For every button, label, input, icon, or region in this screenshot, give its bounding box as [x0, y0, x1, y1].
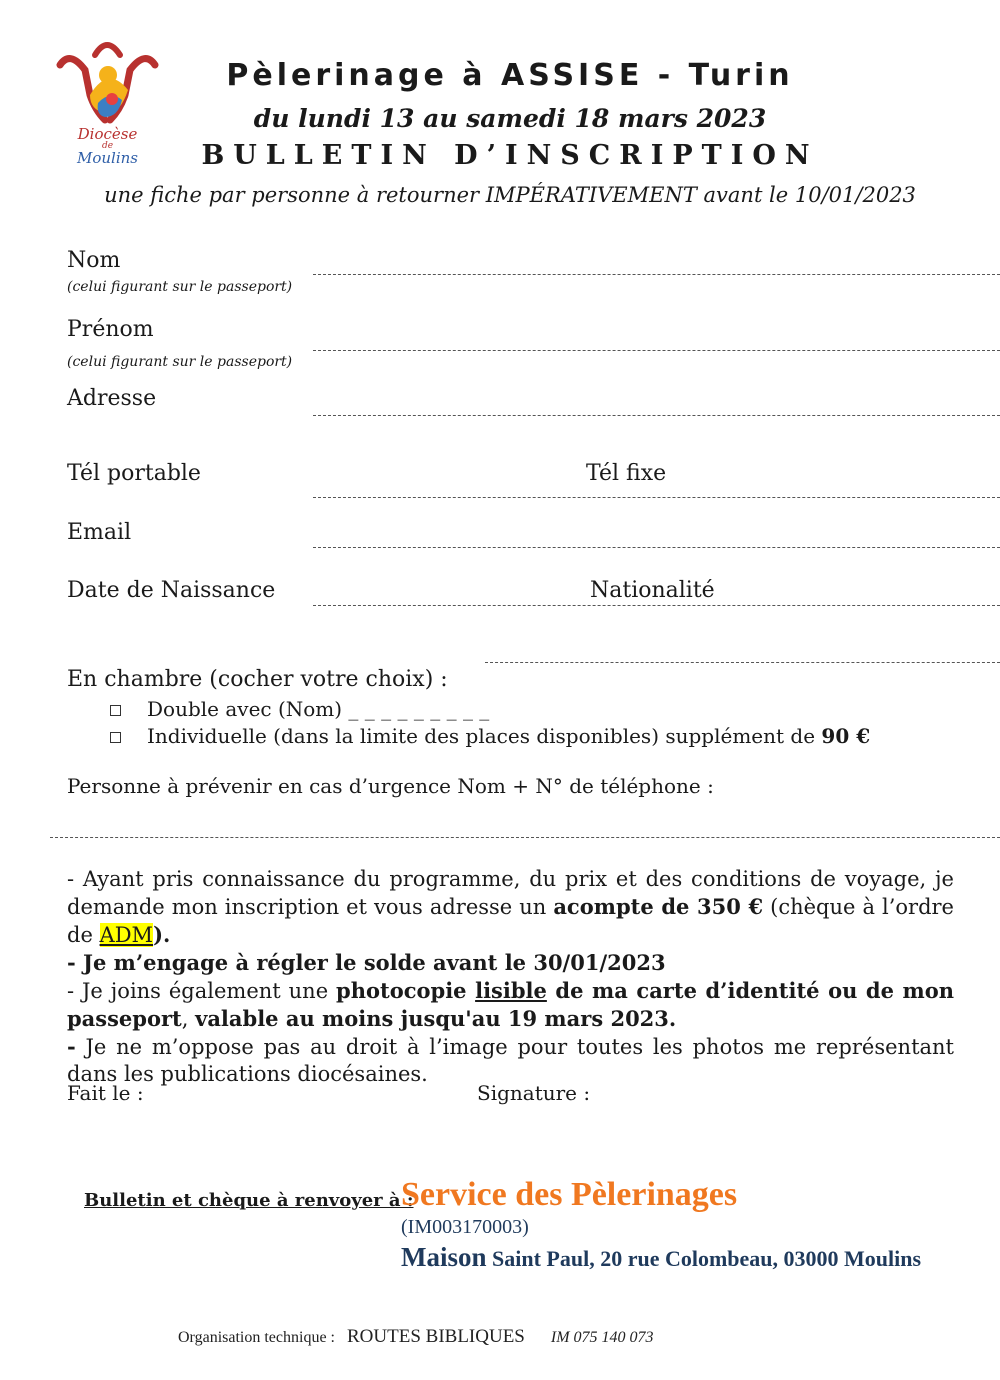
- service-address-street: Saint Paul, 20 rue Colombeau, 03000 Moulins: [486, 1246, 922, 1271]
- room-single-price: 90 €: [821, 724, 871, 748]
- org-label: Organisation technique :: [178, 1329, 335, 1346]
- service-address-maison: Maison: [401, 1242, 487, 1272]
- service-name: Service des Pèlerinages: [401, 1176, 738, 1213]
- room-title: En chambre (cocher votre choix) :: [67, 667, 448, 692]
- page-title: Pèlerinage à ASSISE - Turin: [226, 58, 794, 93]
- terms-paragraph-3: - Je joins également une photocopie lisible de ma carte d’identité ou de mon passeport, valable au moins jusqu'au 19 mars 2023.: [67, 978, 955, 1031]
- org-name: ROUTES BIBLIQUES: [347, 1326, 525, 1347]
- form-instruction: une fiche par personne à retourner IMPÉRATIVEMENT avant le 10/01/2023: [104, 183, 916, 207]
- input-line-nationalite[interactable]: [485, 662, 1000, 663]
- input-line-email[interactable]: [313, 547, 1000, 548]
- room-option-single[interactable]: [110, 724, 870, 748]
- room-option-double[interactable]: [110, 697, 489, 721]
- organisation-technique: [178, 1326, 654, 1348]
- field-label-tel-fixe: Tél fixe: [586, 461, 667, 486]
- room-option-double-label: Double avec (Nom) _ _ _ _ _ _ _ _ _: [147, 697, 490, 721]
- logo-line2: de: [101, 141, 114, 151]
- checkbox-double[interactable]: [110, 705, 121, 716]
- room-option-single-label: Individuelle (dans la limite des places disponibles) supplément de: [147, 724, 822, 748]
- field-note-prenom: (celui figurant sur le passeport): [67, 354, 293, 370]
- emergency-label: Personne à prévenir en cas d’urgence Nom + N° de téléphone :: [67, 774, 714, 798]
- field-note-nom: (celui figurant sur le passeport): [67, 279, 293, 295]
- send-label: Bulletin et chèque à renvoyer à :: [84, 1190, 414, 1211]
- logo-line3: Moulins: [76, 149, 138, 167]
- page-dates: du lundi 13 au samedi 18 mars 2023: [253, 104, 767, 133]
- checkbox-single[interactable]: [110, 732, 121, 743]
- input-line-emergency[interactable]: [50, 837, 1000, 838]
- field-label-tel-portable: Tél portable: [67, 461, 201, 486]
- terms-paragraph-2: - Je m’engage à régler le solde avant le 30/01/2023: [67, 950, 666, 975]
- signature-label: Signature :: [477, 1081, 591, 1105]
- service-im-number: (IM003170003): [401, 1216, 529, 1238]
- org-im: IM 075 140 073: [550, 1329, 654, 1346]
- field-label-date-naissance: Date de Naissance: [67, 578, 276, 603]
- input-line-adresse[interactable]: [313, 415, 1000, 416]
- field-label-prenom: Prénom: [67, 317, 154, 342]
- terms-paragraph-1: - Ayant pris connaissance du programme, du prix et des conditions de voyage, je demande mon inscription et vous adresse un acompte de 350 € (chèque à l’ordre de ADM).: [67, 867, 954, 947]
- terms-block: [67, 866, 954, 1088]
- diocese-logo: [50, 35, 165, 180]
- input-line-tel[interactable]: [313, 497, 1000, 498]
- field-label-email: Email: [67, 520, 132, 545]
- logo-line1: Diocèse: [77, 125, 138, 143]
- service-address: [401, 1242, 921, 1273]
- input-line-date-naissance[interactable]: [313, 605, 1000, 606]
- form-title: BULLETIN D’INSCRIPTION: [201, 140, 819, 171]
- fait-le-label: Fait le :: [67, 1081, 144, 1105]
- input-line-nom[interactable]: [313, 274, 1000, 275]
- field-label-nationalite: Nationalité: [590, 578, 715, 603]
- terms-paragraph-4: - Je ne m’oppose pas au droit à l’image pour toutes les photos me représentant dans les publications diocésaines.: [67, 1034, 954, 1086]
- field-label-adresse: Adresse: [67, 386, 157, 411]
- input-line-prenom[interactable]: [313, 350, 1000, 351]
- field-label-nom: Nom: [67, 248, 121, 273]
